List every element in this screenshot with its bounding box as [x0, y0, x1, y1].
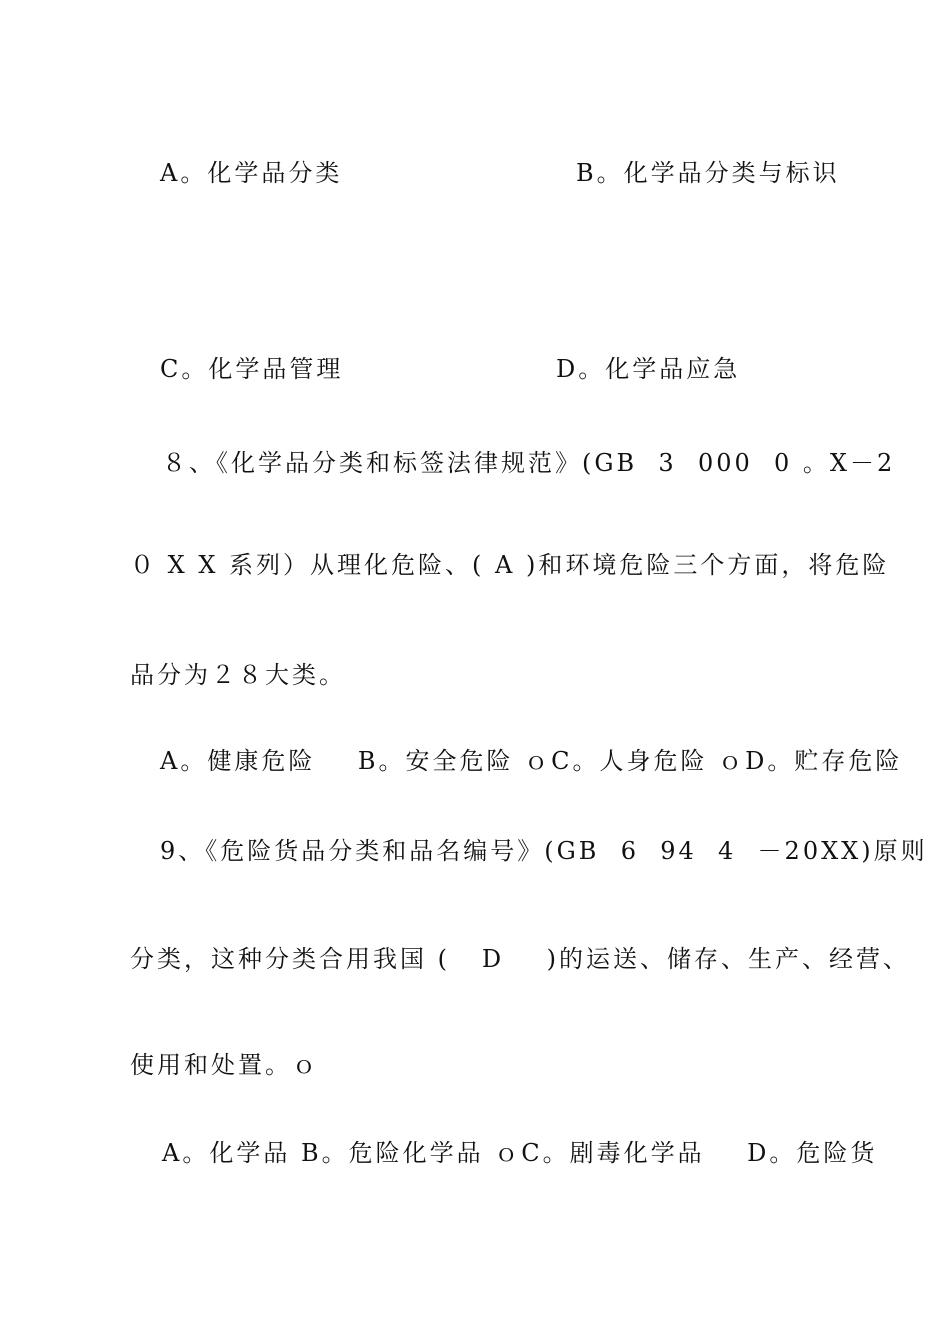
option-a-line1: A。化学品分类: [160, 159, 343, 187]
question-9-text: 9、《危险货品分类和品名编号》(GB 6 94 4 －20XX)原则: [160, 837, 928, 865]
option-b-line1: B。化学品分类与标识: [576, 159, 840, 187]
question-9-options: A。化学品 B。危险化学品 ｏC。剧毒化学品 D。危险货: [162, 1139, 878, 1167]
question-8-continuation-2: 品分为２８大类。: [130, 661, 346, 689]
option-d-line2: D。化学品应急: [556, 355, 741, 383]
question-8-continuation-1: ０ X X 系列）从理化危险、( A )和环境危险三个方面，将危险: [130, 551, 890, 579]
question-9-continuation-2: 使用和处置。ｏ: [130, 1051, 319, 1079]
question-8-options: A。健康危险 B。安全危险 ｏC。人身危险 ｏD。贮存危险: [160, 747, 903, 775]
question-8-text: ８、《化学品分类和标签法律规范》(GB 3 000 0 。X－2: [162, 449, 896, 477]
question-9-continuation-1: 分类，这种分类合用我国 ( D )的运送、储存、生产、经营、: [130, 945, 910, 973]
option-c-line2: C。化学品管理: [160, 355, 344, 383]
